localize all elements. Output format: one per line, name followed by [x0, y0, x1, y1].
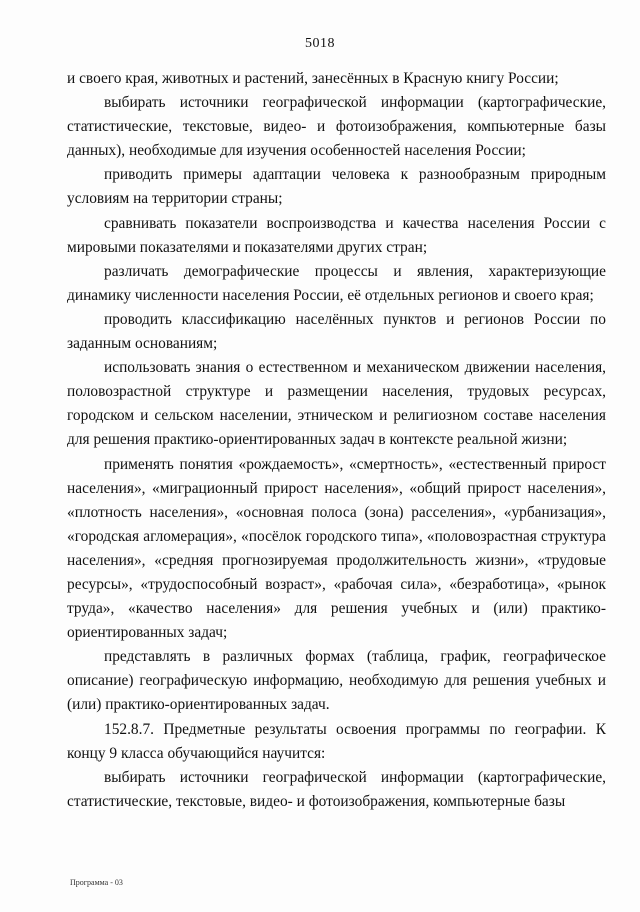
- paragraph-apply-concepts: применять понятия «рождаемость», «смертность», «естественный прирост населения», «миграционный прирост населения», «общий прирост населения», «плотность населения», «основная полоса (зона) расселения», «урбанизация», «городская агломерация», «посёлок городского типа», «половозрастная структура населения», «средняя прогнозируемая продолжительность жизни», «трудовые ресурсы», «трудоспособный возраст», «рабочая сила», «безработица», «рынок труда», «качество населения» для решения учебных и (или) практико-ориентированных задач;: [67, 455, 606, 642]
- page-number: 5018: [305, 36, 335, 51]
- paragraph-compare-indicators: сравнивать показатели воспроизводства и качества населения России с мировыми показателями и показателями других стран;: [67, 214, 606, 256]
- paragraph-continuation: и своего края, животных и растений, занесённых в Красную книгу России;: [67, 70, 559, 87]
- paragraph-represent-information: представлять в различных формах (таблица, график, географическое описание) географическую информацию, необходимую для решения учебных и (или) практико-ориентированных задач.: [67, 648, 606, 714]
- paragraph-select-sources: выбирать источники географической информации (картографические, статистические, текстовые, видео- и фотоизображения, компьютерные базы данных), необходимые для изучения особенностей населения России;: [67, 94, 606, 160]
- paragraph-classification: проводить классификацию населённых пунктов и регионов России по заданным основаниям;: [67, 310, 606, 353]
- page-footer: Программа - 03: [70, 878, 123, 887]
- paragraph-adaptation-examples: приводить примеры адаптации человека к разнообразным природным условиям на территории страны;: [67, 166, 606, 208]
- paragraph-select-sources-grade9: выбирать источники географической информации (картографические, статистические, текстовые, видео- и фотоизображения, компьютерные базы: [67, 768, 606, 810]
- paragraph-section-heading: 152.8.7. Предметные результаты освоения программы по географии. К концу 9 класса обучающийся научится:: [67, 720, 606, 762]
- paragraph-use-knowledge: использовать знания о естественном и механическом движении населения, половозрастной структуре и размещении населения, трудовых ресурсах, городском и сельском населении, этническом и религиозном составе населения для решения практико-ориентированных задач в контексте реальной жизни;: [67, 359, 606, 449]
- document-body: [67, 67, 606, 814]
- paragraph-demographic-processes: различать демографические процессы и явления, характеризующие динамику численности населения России, её отдельных регионов и своего края;: [67, 262, 606, 304]
